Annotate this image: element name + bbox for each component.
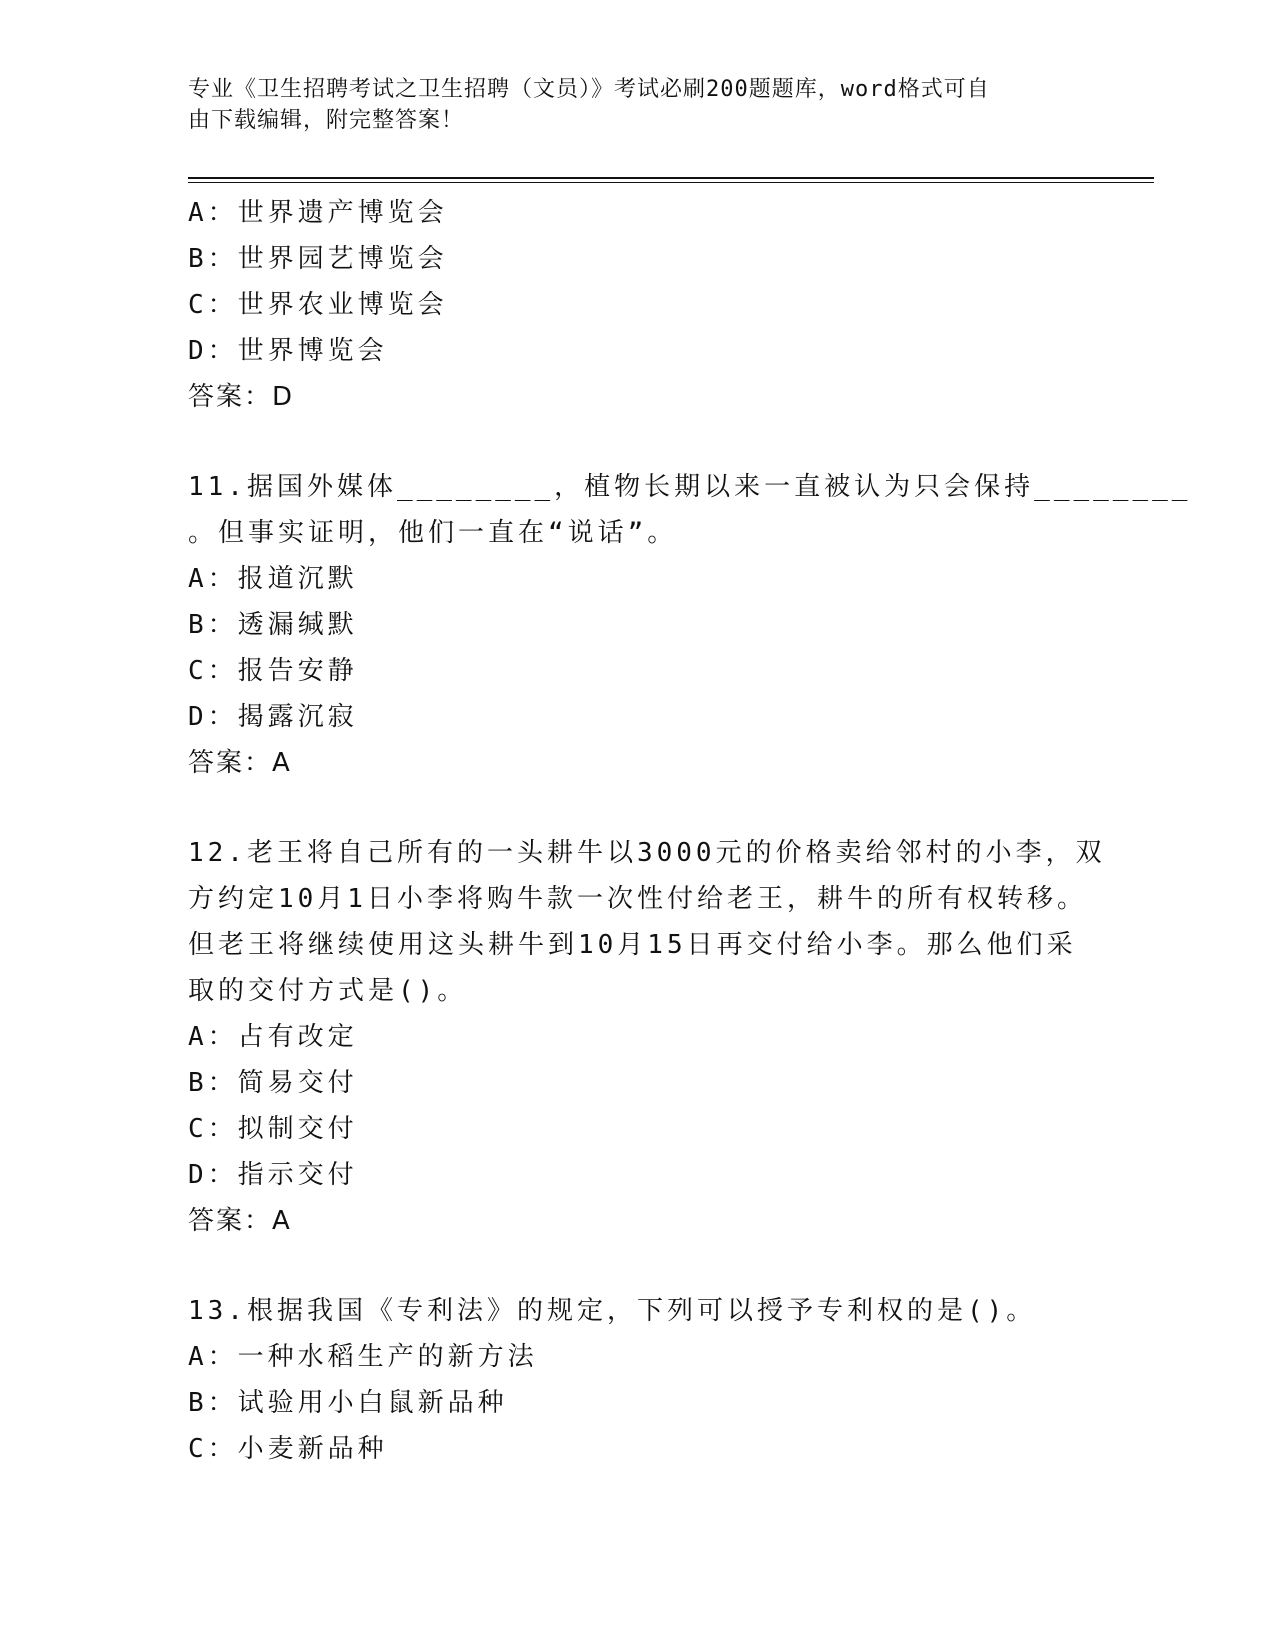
- q11-stem-line-1: 11.据国外媒体________，植物长期以来一直被认为只会保持________: [188, 472, 1192, 502]
- q12-option-b: B：简易交付: [188, 1068, 358, 1098]
- q12-option-a: A：占有改定: [188, 1022, 358, 1052]
- q10-option-b: B：世界园艺博览会: [188, 244, 448, 274]
- header-divider-thick: [188, 177, 1154, 179]
- q12-option-c: C：拟制交付: [188, 1114, 358, 1144]
- q12-stem-line-4: 取的交付方式是()。: [188, 976, 468, 1006]
- q10-option-d: D：世界博览会: [188, 336, 388, 366]
- q13-stem-line-1: 13.根据我国《专利法》的规定，下列可以授予专利权的是()。: [188, 1296, 1037, 1326]
- q12-option-d: D：指示交付: [188, 1160, 358, 1190]
- q11-option-d: D：揭露沉寂: [188, 702, 358, 732]
- q11-answer: 答案：A: [188, 748, 292, 778]
- question-11: [188, 464, 1192, 786]
- question-10-continued: [188, 190, 1088, 420]
- q11-option-a: A：报道沉默: [188, 564, 358, 594]
- q10-option-c: C：世界农业博览会: [188, 290, 448, 320]
- q13-option-b: B：试验用小白鼠新品种: [188, 1388, 508, 1418]
- q12-stem-line-3: 但老王将继续使用这头耕牛到10月15日再交付给小李。那么他们采: [188, 930, 1077, 960]
- q12-stem-line-2: 方约定10月1日小李将购牛款一次性付给老王，耕牛的所有权转移。: [188, 884, 1087, 914]
- question-13: [188, 1288, 1088, 1472]
- header-line-1: 专业《卫生招聘考试之卫生招聘（文员）》考试必刷200题题库，word格式可自: [188, 77, 990, 102]
- document-header: [188, 74, 1068, 136]
- q10-answer: 答案：D: [188, 382, 295, 412]
- q11-option-c: C：报告安静: [188, 656, 358, 686]
- question-12: [188, 830, 1106, 1244]
- q12-answer: 答案：A: [188, 1206, 292, 1236]
- spacer: [188, 786, 1088, 830]
- q13-option-a: A：一种水稻生产的新方法: [188, 1342, 538, 1372]
- header-divider-thin: [188, 182, 1154, 183]
- q10-option-a: A：世界遗产博览会: [188, 198, 448, 228]
- q13-option-c: C：小麦新品种: [188, 1434, 388, 1464]
- spacer: [188, 1244, 1088, 1288]
- question-list: [188, 190, 1192, 1472]
- q12-stem-line-1: 12.老王将自己所有的一头耕牛以3000元的价格卖给邻村的小李，双: [188, 838, 1106, 868]
- q11-option-b: B：透漏缄默: [188, 610, 358, 640]
- spacer: [188, 420, 1088, 464]
- header-line-2: 由下载编辑，附完整答案！: [188, 108, 465, 133]
- q11-stem-line-2: 。但事实证明，他们一直在“说话”。: [188, 518, 678, 548]
